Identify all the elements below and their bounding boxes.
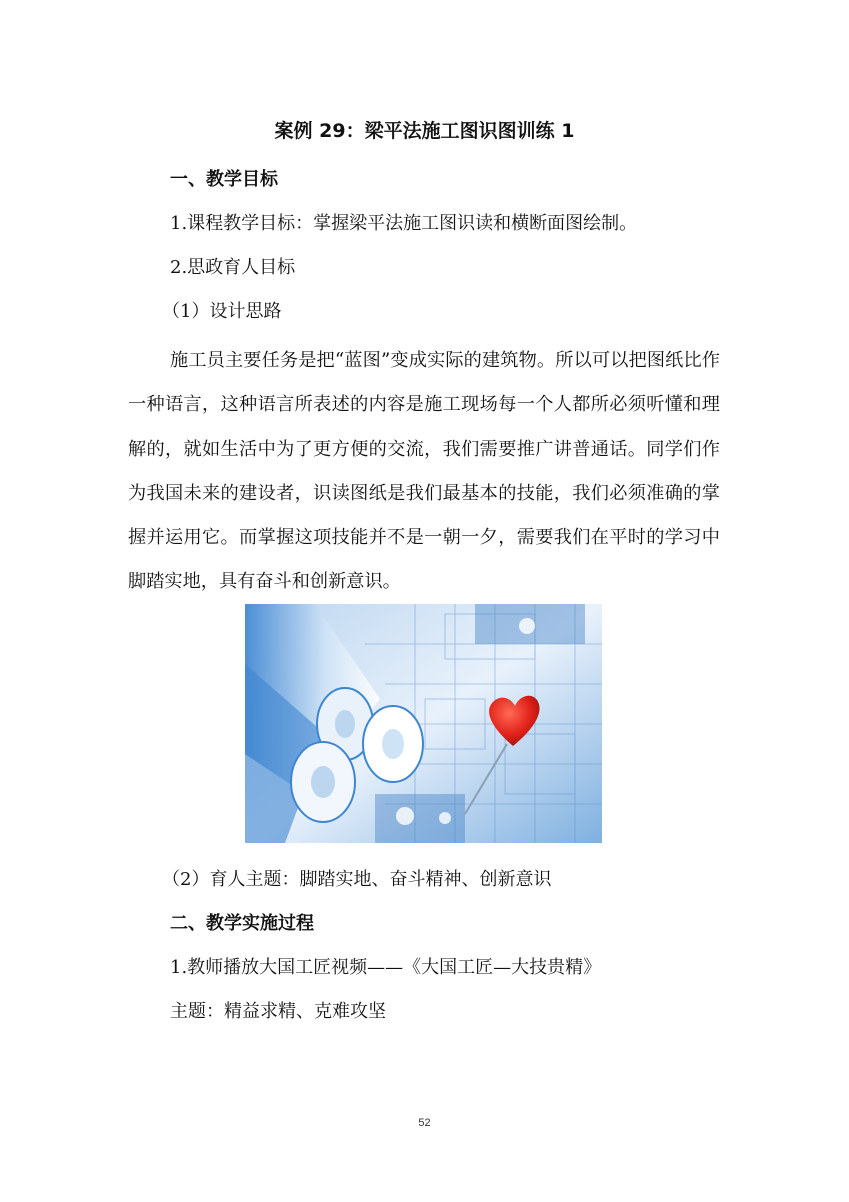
page-number: 52	[418, 1117, 431, 1129]
video-item: 1.教师播放大国工匠视频——《大国工匠—大技贵精》	[170, 957, 602, 978]
section-heading-implementation: 二、教学实施过程	[170, 913, 314, 934]
design-idea-paragraph: 施工员主要任务是把“蓝图”变成实际的建筑物。所以可以把图纸比作一种语言，这种语言所表述的内容是施工现场每一个人都所必须听懂和理解的，就如生活中为了更方便的交流，我们需要推广讲普通话。同学们作为我国未来的建设者，识读图纸是我们最基本的技能，我们必须准确的掌握并运用它。而掌握这项技能并不是一朝一夕，需要我们在平时的学习中脚踏实地，具有奋斗和创新意识。	[128, 350, 720, 593]
ideological-goal-item: 2.思政育人目标	[170, 257, 296, 278]
education-theme-subheading: （2）育人主题：脚踏实地、奋斗精神、创新意识	[162, 869, 552, 890]
design-idea-subheading: （1）设计思路	[162, 301, 282, 322]
course-goal-item: 1.课程教学目标：掌握梁平法施工图识读和横断面图绘制。	[170, 213, 638, 234]
blueprint-heart-image	[245, 604, 602, 843]
page-title: 案例 29：梁平法施工图识图训练 1	[274, 120, 575, 142]
theme-line: 主题：精益求精、克难攻坚	[170, 1001, 386, 1022]
section-heading-teaching-goals: 一、教学目标	[170, 169, 278, 190]
